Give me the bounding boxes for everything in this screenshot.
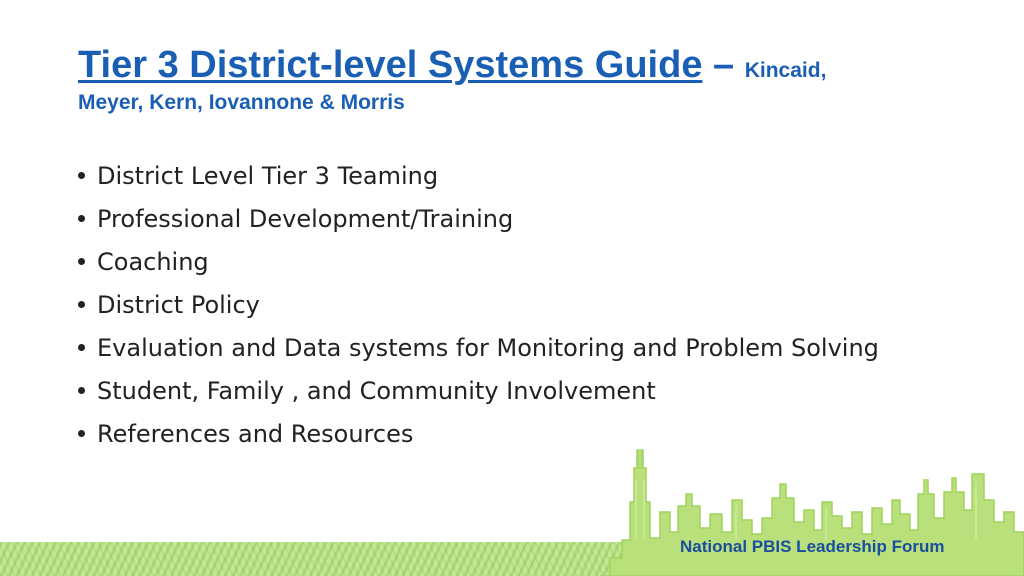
bullet-item	[76, 283, 879, 326]
title-authors-first: Kincaid,	[744, 59, 827, 82]
bullet-icon	[78, 344, 85, 351]
bullet-icon	[78, 258, 85, 265]
forum-label: National PBIS Leadership Forum	[680, 537, 945, 556]
bullet-text: Coaching	[97, 247, 209, 276]
bullet-text: Evaluation and Data systems for Monitoring and Problem Solving	[97, 333, 879, 362]
bullet-text: References and Resources	[97, 419, 414, 448]
bullet-icon	[78, 301, 85, 308]
bullet-item	[76, 369, 879, 412]
bullet-icon	[78, 172, 85, 179]
bullet-text: Professional Development/Training	[97, 204, 514, 233]
title-dash: –	[702, 44, 745, 86]
bullet-item	[76, 326, 879, 369]
bullet-text: Student, Family , and Community Involvement	[97, 376, 656, 405]
title-authors-rest: Meyer, Kern, Iovannone & Morris	[78, 90, 405, 114]
bullet-item	[76, 240, 879, 283]
bullet-icon	[78, 387, 85, 394]
title-main-link[interactable]: Tier 3 District-level Systems Guide	[78, 44, 703, 86]
slide-title	[78, 46, 978, 114]
bullet-list	[76, 154, 879, 455]
bullet-icon	[78, 430, 85, 437]
bullet-icon	[78, 215, 85, 222]
bullet-text: District Level Tier 3 Teaming	[97, 161, 439, 190]
bullet-text: District Policy	[97, 290, 260, 319]
bullet-item	[76, 154, 879, 197]
bullet-item	[76, 197, 879, 240]
